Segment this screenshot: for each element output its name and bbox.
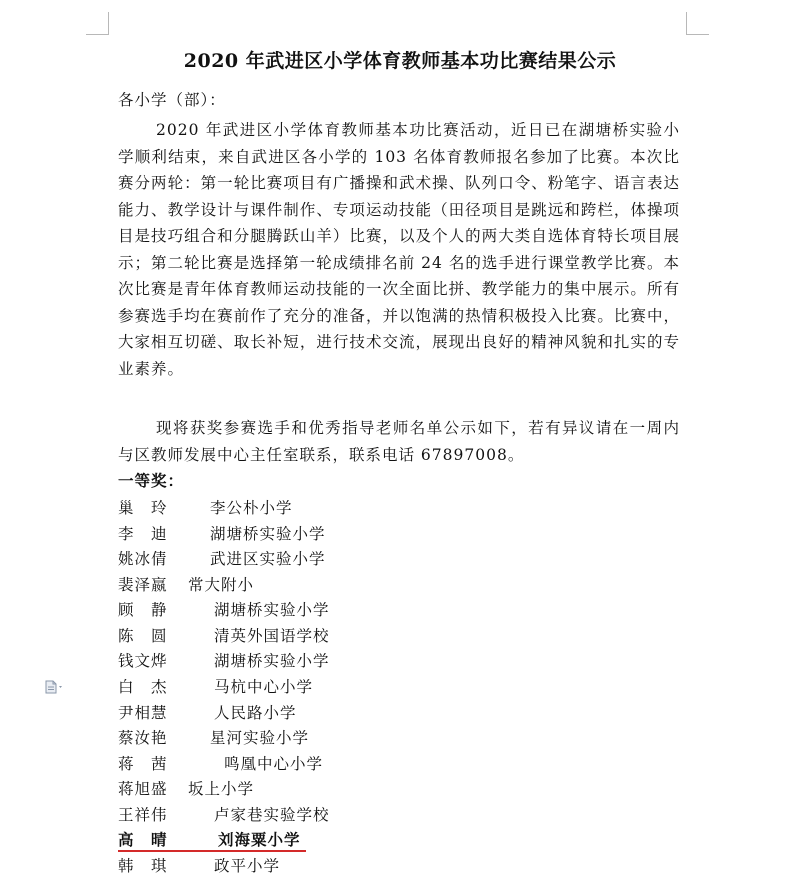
winner-name: 陈 圆: [118, 627, 168, 645]
winner-name: 高 晴: [118, 830, 168, 849]
winner-name: 蒋 茜: [118, 755, 168, 773]
crop-mark-top-right: [686, 12, 709, 35]
winner-row: [118, 751, 323, 777]
red-underline: [118, 850, 306, 852]
winner-row: [118, 853, 280, 879]
winner-row: [118, 546, 326, 572]
winner-name: 王祥伟: [118, 806, 168, 824]
winner-row: [118, 648, 330, 674]
winner-name: 姚冰倩: [118, 550, 168, 568]
winner-row: [118, 521, 326, 547]
winner-row: [118, 700, 297, 726]
winner-name: 蒋旭盛: [118, 780, 168, 798]
winner-name: 白 杰: [118, 678, 168, 696]
winner-row: [118, 802, 330, 828]
winner-school: 湖塘桥实验小学: [214, 652, 330, 670]
winner-school: 湖塘桥实验小学: [210, 525, 326, 543]
winner-school: 常大附小: [188, 576, 255, 594]
winner-school: 人民路小学: [214, 704, 297, 722]
winner-name: 裴泽嬴: [118, 576, 168, 594]
paragraph-2: 现将获奖参赛选手和优秀指导老师名单公示如下，若有异议请在一周内与区教师发展中心主任室联系，联系电话 67897008。: [118, 419, 680, 464]
winner-school: 政平小学: [214, 857, 281, 875]
winner-row: [118, 572, 254, 598]
winner-row: [118, 776, 254, 802]
winner-name: 顾 静: [118, 601, 168, 619]
winner-school: 坂上小学: [188, 780, 255, 798]
winner-name: 钱文烨: [118, 652, 168, 670]
winner-name: 韩 琪: [118, 857, 168, 875]
winner-name: 尹相慧: [118, 704, 168, 722]
winner-school: 鸣凰中心小学: [224, 755, 324, 773]
winner-row: [118, 623, 330, 649]
winner-name: 蔡汝艳: [118, 729, 168, 747]
winner-school: 马杭中心小学: [214, 678, 314, 696]
winner-name: 巢 玲: [118, 499, 168, 517]
document-title: 2020 年武进区小学体育教师基本功比赛结果公示: [183, 50, 617, 72]
crop-mark-top-left: [86, 12, 109, 35]
salutation: 各小学（部）：: [118, 91, 226, 109]
winner-row: [118, 495, 293, 521]
first-prize-heading: 一等奖：: [118, 471, 185, 490]
winner-school: 刘海粟小学: [218, 830, 301, 849]
winner-school: 卢家巷实验学校: [214, 806, 330, 824]
winner-school: 湖塘桥实验小学: [214, 601, 330, 619]
winner-row: [118, 674, 313, 700]
winner-row: [118, 597, 330, 623]
winner-row: [118, 725, 309, 751]
winner-school: 李公朴小学: [210, 499, 293, 517]
winner-school: 武进区实验小学: [210, 550, 326, 568]
winner-name: 李 迪: [118, 525, 168, 543]
document-icon[interactable]: [44, 679, 66, 693]
winner-school: 星河实验小学: [210, 729, 310, 747]
paragraph-1: 2020 年武进区小学体育教师基本功比赛活动，近日已在湖塘桥实验小学顺利结束，来自武进区各小学的 103 名体育教师报名参加了比赛。本次比赛分两轮：第一轮比赛项目有广播操和武术操、队列口令、粉笔字、语言表达能力、教学设计与课件制作、专项运动技能（田径项目是跳远和跨栏，体操项目是技巧组合和分腿腾跃山羊）比赛，以及个人的两大类自选体育特长项目展示；第二轮比赛是选择第一轮成绩排名前 24 名的选手进行课堂教学比赛。本次比赛是青年体育教师运动技能的一次全面比拼、教学能力的集中展示。所有参赛选手均在赛前作了充分的准备，并以饱满的热情积极投入比赛。比赛中，大家相互切磋、取长补短，进行技术交流，展现出良好的精神风貌和扎实的专业素养。: [118, 121, 680, 378]
winner-school: 清英外国语学校: [214, 627, 330, 645]
